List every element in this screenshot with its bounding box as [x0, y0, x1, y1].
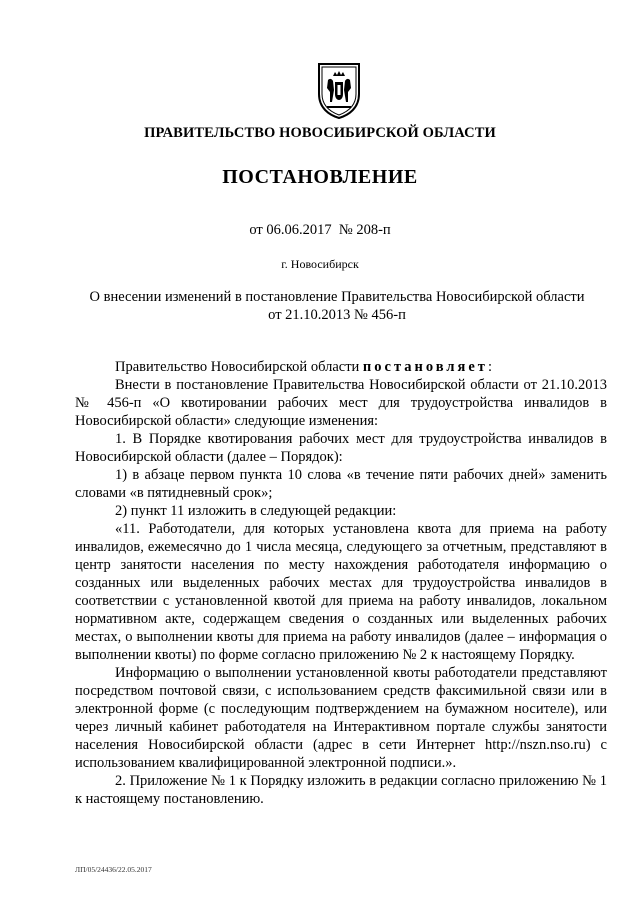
- intro-suffix: :: [487, 359, 492, 375]
- body-paragraph: Внести в постановление Правительства Новосибирской области от 21.10.2013 № 456-п «О квотировании рабочих мест для трудоустройства инвалидов в Новосибирской области» следующие изменения:: [75, 377, 607, 429]
- body-paragraph: Информацию о выполнении установленной квоты работодатели представляют посредством почтовой связи, с использованием средств факсимильной связи или в электронной форме (с последующим подтверждением на бумажном носителе), или через личный кабинет работодателя на Интерактивном портале службы занятости населения Новосибирской области (адрес в сети Интернет http://nszn.nso.ru) с использованием квалифицированной электронной подписи.».: [75, 665, 607, 771]
- subject-line: от 21.10.2013 № 456-п: [268, 307, 406, 323]
- document-date-number: [0, 222, 640, 239]
- document-city: г. Новосибирск: [281, 257, 359, 271]
- document-body: [75, 358, 607, 808]
- document-number: № 208-п: [338, 222, 391, 238]
- resolves-word: постановляет: [362, 359, 488, 375]
- organization-name: ПРАВИТЕЛЬСТВО НОВОСИБИРСКОЙ ОБЛАСТИ: [144, 125, 496, 141]
- document-footer-code: ЛП/05/24436/22.05.2017: [75, 865, 152, 874]
- body-paragraph: 2) пункт 11 изложить в следующей редакции:: [115, 503, 397, 519]
- body-paragraph: 1. В Порядке квотирования рабочих мест для трудоустройства инвалидов в Новосибирской области (далее – Порядок):: [75, 431, 607, 465]
- subject-line: О внесении изменений в постановление Правительства Новосибирской области: [89, 289, 585, 305]
- body-paragraph: 2. Приложение № 1 к Порядку изложить в редакции согласно приложению № 1 к настоящему постановлению.: [75, 773, 607, 807]
- body-paragraph: «11. Работодатели, для которых установлена квота для приема на работу инвалидов, ежемесячно до 1 числа месяца, следующего за отчетным, представляют в центр занятости населения по месту нахождения работодателя информацию о созданных или выделенных рабочих местах для трудоустройства инвалидов в соответствии с установленной квотой для приема на работу инвалидов, локальном нормативном акте, содержащем сведения о созданных или выделенных рабочих местах, о выполнении квоты для приема на работу инвалидов (далее – информация о выполнении квоты) по форме согласно приложению № 2 к настоящему Порядку.: [75, 521, 607, 663]
- intro-prefix: Правительство Новосибирской области: [115, 359, 363, 375]
- body-paragraph: 1) в абзаце первом пункта 10 слова «в течение пяти рабочих дней» заменить словами «в пятидневный срок»;: [75, 467, 607, 501]
- document-date: от 06.06.2017: [249, 222, 332, 238]
- intro-paragraph: [75, 358, 607, 376]
- coat-of-arms-icon: [315, 60, 363, 120]
- document-type-title: ПОСТАНОВЛЕНИЕ: [222, 166, 418, 188]
- document-subject: [60, 288, 614, 324]
